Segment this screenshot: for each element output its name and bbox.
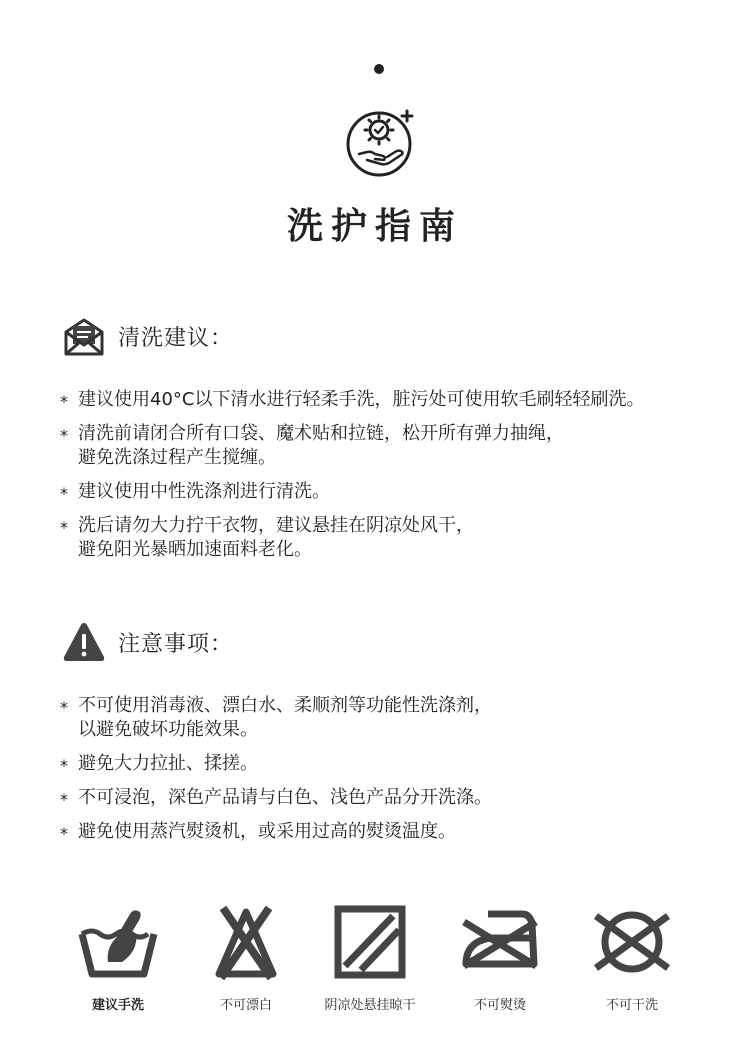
page-title: 洗护指南 — [286, 206, 463, 247]
line-dry-shade-icon — [333, 904, 407, 980]
list-item: * 避免大力拉扯、揉搓。 — [60, 752, 740, 776]
list-item: * 不可使用消毒液、漂白水、柔顺剂等功能性洗涤剂， 以避免破坏功能效果。 — [60, 695, 492, 740]
list-item: * 建议使用40°C以下清水进行轻柔手洗，脏污处可使用软毛刷轻轻刷洗。 — [60, 388, 740, 412]
list-item: * 不可浸泡，深色产品请与白色、浅色产品分开洗涤。 — [60, 786, 740, 810]
no-bleach-icon — [213, 904, 279, 980]
notice-heading-label: 注意事项： — [118, 631, 234, 657]
care-label: 不可熨烫 — [473, 998, 526, 1013]
no-iron-icon — [460, 904, 540, 980]
wash-heading-label: 清洗建议： — [118, 325, 234, 351]
care-symbol-no-tumble-dry — [572, 904, 692, 1013]
care-label: 建议手洗 — [91, 998, 144, 1013]
hand-wash-icon — [78, 904, 158, 980]
care-symbol-no-bleach — [186, 904, 306, 1013]
bullet-star: * — [60, 790, 68, 809]
wash-section-heading — [62, 314, 233, 358]
care-symbol-line-dry-shade — [310, 904, 430, 1013]
list-item: * 洗后请勿大力拧干衣物，建议悬挂在阴凉处风干， 避免阳光暴晒加速面料老化。 — [60, 515, 474, 560]
bullet-star: * — [60, 756, 68, 775]
care-symbol-no-iron — [440, 904, 560, 1013]
bullet-star: * — [60, 518, 68, 537]
notice-list — [60, 694, 740, 854]
bullet-star: * — [60, 484, 68, 503]
decor-dot — [374, 64, 384, 74]
envelope-icon — [62, 314, 106, 358]
list-item: * 清洗前请闭合所有口袋、魔术贴和拉链，松开所有弹力抽绳， 避免洗涤过程产生搅缠。 — [60, 423, 564, 468]
list-item: * 建议使用中性洗涤剂进行清洗。 — [60, 480, 740, 504]
notice-section-heading — [62, 620, 233, 664]
care-label: 不可干洗 — [605, 998, 658, 1013]
care-label: 阴凉处悬挂晾干 — [324, 998, 416, 1013]
care-gear-hand-icon — [341, 102, 421, 182]
bullet-star: * — [60, 698, 68, 717]
warning-icon — [62, 620, 106, 664]
list-item: * 避免使用蒸汽熨烫机，或采用过高的熨烫温度。 — [60, 820, 740, 844]
wash-list — [60, 388, 740, 572]
bullet-star: * — [60, 392, 68, 411]
care-label: 不可漂白 — [219, 998, 272, 1013]
bullet-star: * — [60, 426, 68, 445]
no-tumble-dry-icon — [592, 904, 672, 980]
care-symbol-hand-wash — [58, 904, 178, 1013]
bullet-star: * — [60, 824, 68, 843]
